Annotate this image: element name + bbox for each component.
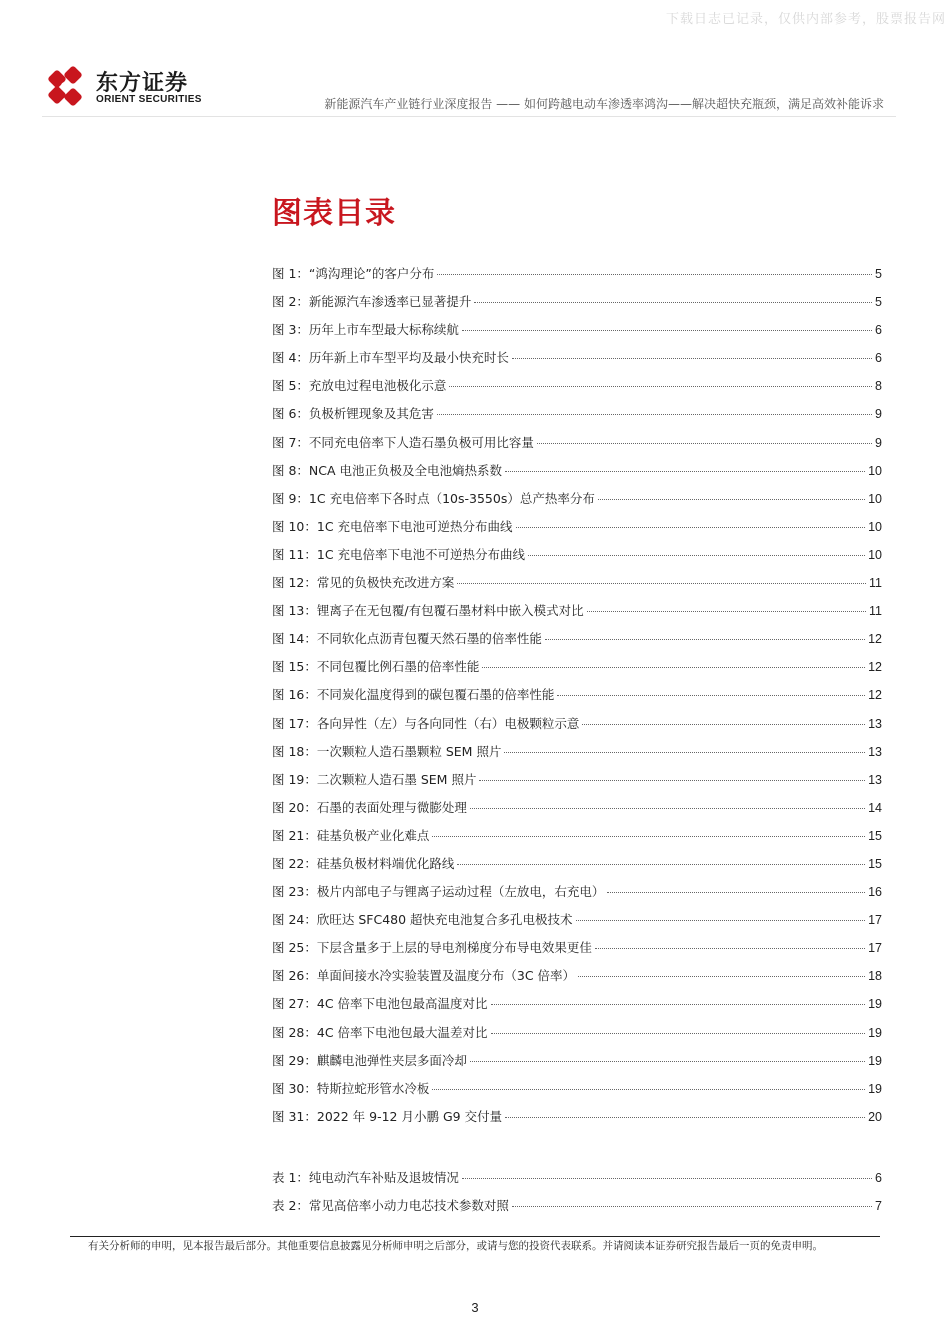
figure-entry[interactable] (272, 489, 882, 517)
figure-entry-page: 13 (868, 772, 882, 787)
dot-leader (491, 1032, 866, 1034)
figure-entry-label: 图 24：欣旺达 SFC480 超快充电池复合多孔电极技术 (272, 912, 573, 928)
page-title: 图表目录 (272, 196, 396, 231)
figure-entry-label: 图 13：锂离子在无包覆/有包覆石墨材料中嵌入模式对比 (272, 603, 584, 619)
figure-entry[interactable] (272, 292, 882, 320)
figure-entry-label: 图 10：1C 充电倍率下电池可逆热分布曲线 (272, 518, 513, 534)
figure-entry-label: 图 16：不同炭化温度得到的碳包覆石墨的倍率性能 (272, 687, 555, 703)
table-entry-label: 表 2：常见高倍率小动力电芯技术参数对照 (272, 1198, 509, 1214)
figure-entry-page: 17 (868, 913, 882, 928)
dot-leader (576, 919, 866, 921)
figure-entry[interactable] (272, 264, 882, 292)
figure-entry-label: 图 2：新能源汽车渗透率已显著提升 (272, 294, 472, 310)
figure-entry-page: 16 (868, 885, 882, 900)
dot-leader (512, 357, 872, 359)
figure-entry[interactable] (272, 1051, 882, 1079)
table-entry[interactable] (272, 1196, 882, 1224)
logo-name-cn: 东方证券 (96, 71, 189, 96)
figure-entry[interactable] (272, 461, 882, 489)
figure-entry-label: 图 18：一次颗粒人造石墨颗粒 SEM 照片 (272, 743, 502, 759)
figure-entry-page: 5 (875, 295, 882, 310)
figure-entry[interactable] (272, 882, 882, 910)
dot-leader (505, 1116, 865, 1118)
figure-entry[interactable] (272, 966, 882, 994)
figure-entry[interactable] (272, 629, 882, 657)
figure-entry-page: 9 (875, 435, 882, 450)
figure-entry-page: 18 (868, 969, 882, 984)
dot-leader (505, 470, 865, 472)
figure-entry-label: 图 28：4C 倍率下电池包最大温差对比 (272, 1024, 488, 1040)
figure-entry[interactable] (272, 826, 882, 854)
figure-entry[interactable] (272, 433, 882, 461)
figure-entry-label: 图 14：不同软化点沥青包覆天然石墨的倍率性能 (272, 631, 542, 647)
figure-entry[interactable] (272, 573, 882, 601)
figure-entry[interactable] (272, 376, 882, 404)
figure-entry-page: 8 (875, 379, 882, 394)
figure-entry-page: 19 (868, 1025, 882, 1040)
figure-entry[interactable] (272, 320, 882, 348)
figure-entry-page: 11 (869, 604, 882, 619)
dot-leader (512, 1205, 872, 1207)
dot-leader (457, 582, 866, 584)
figure-entry[interactable] (272, 545, 882, 573)
figure-entry[interactable] (272, 404, 882, 432)
dot-leader (437, 273, 872, 275)
figure-entry-page: 10 (868, 463, 882, 478)
dot-leader (595, 947, 865, 949)
table-entry-page: 6 (875, 1171, 882, 1185)
figure-entry-page: 10 (868, 519, 882, 534)
figure-entry-page: 6 (875, 351, 882, 366)
figure-entry[interactable] (272, 742, 882, 770)
figure-entry-page: 17 (868, 941, 882, 956)
dot-leader (449, 385, 872, 387)
table-entry[interactable] (272, 1168, 882, 1196)
figure-entry[interactable] (272, 517, 882, 545)
figure-entry[interactable] (272, 798, 882, 826)
dot-leader (462, 1177, 872, 1179)
header-divider (42, 116, 896, 117)
logo-name-en: ORIENT SECURITIES (96, 94, 202, 105)
disclaimer-text: 有关分析师的申明，见本报告最后部分。其他重要信息披露见分析师申明之后部分，或请与您的投资代表联系。并请阅读本证券研究报告最后一页的免责申明。 (88, 1240, 823, 1252)
figure-entry-label: 图 8：NCA 电池正负极及全电池熵热系数 (272, 462, 503, 478)
dot-leader (432, 1088, 865, 1090)
figure-entry-page: 9 (875, 407, 882, 422)
figure-entry[interactable] (272, 1107, 882, 1135)
figure-entry-page: 12 (868, 688, 882, 703)
dot-leader (432, 835, 865, 837)
figure-entry-page: 15 (868, 856, 882, 871)
figure-entry[interactable] (272, 854, 882, 882)
figure-entry-label: 图 29：麒麟电池弹性夹层多面冷却 (272, 1052, 467, 1068)
dot-leader (474, 301, 872, 303)
figure-entry-page: 15 (868, 828, 882, 843)
figure-entry-page: 19 (868, 1053, 882, 1068)
figure-entry-page: 12 (868, 660, 882, 675)
figure-entry-page: 13 (868, 744, 882, 759)
logo-mark-icon (44, 66, 88, 108)
dot-leader (516, 526, 866, 528)
figure-entry[interactable] (272, 657, 882, 685)
figure-entry-page: 10 (868, 547, 882, 562)
figure-entry-page: 10 (868, 491, 882, 506)
page-number: 3 (471, 1300, 479, 1315)
dot-leader (598, 498, 865, 500)
dot-leader (470, 1060, 865, 1062)
footer-divider (70, 1236, 880, 1237)
dot-leader (587, 610, 866, 612)
dot-leader (545, 638, 865, 640)
figure-entry-page: 13 (868, 716, 882, 731)
figure-entry-label: 图 4：历年新上市车型平均及最小快充时长 (272, 350, 509, 366)
figure-entry-label: 图 25：下层含量多于上层的导电剂梯度分布导电效果更佳 (272, 940, 592, 956)
figure-entry[interactable] (272, 685, 882, 713)
figure-entry-label: 图 5：充放电过程电池极化示意 (272, 378, 447, 394)
figure-entry-label: 图 21：硅基负极产业化难点 (272, 827, 430, 843)
table-list (272, 1168, 882, 1224)
dot-leader (578, 975, 865, 977)
dot-leader (504, 751, 865, 753)
figure-entry[interactable] (272, 348, 882, 376)
dot-leader (470, 807, 865, 809)
figure-entry-label: 图 3：历年上市车型最大标称续航 (272, 322, 459, 338)
figure-entry-label: 图 31：2022 年 9-12 月小鹏 G9 交付量 (272, 1108, 503, 1124)
figure-entry-label: 图 17：各向异性（左）与各向同性（右）电极颗粒示意 (272, 715, 580, 731)
figure-entry-label: 图 30：特斯拉蛇形管水冷板 (272, 1080, 430, 1096)
figure-entry-label: 图 26：单面间接水冷实验装置及温度分布（3C 倍率） (272, 968, 576, 984)
dot-leader (491, 1003, 866, 1005)
dot-leader (479, 779, 865, 781)
figure-entry[interactable] (272, 1023, 882, 1051)
figure-entry-label: 图 11：1C 充电倍率下电池不可逆热分布曲线 (272, 546, 526, 562)
figure-entry-label: 图 27：4C 倍率下电池包最高温度对比 (272, 996, 488, 1012)
figure-entry[interactable] (272, 1079, 882, 1107)
figure-entry[interactable] (272, 714, 882, 742)
figure-entry-label: 图 19：二次颗粒人造石墨 SEM 照片 (272, 771, 477, 787)
figure-entry-page: 19 (868, 1081, 882, 1096)
figure-entry[interactable] (272, 994, 882, 1022)
figure-entry-label: 图 15：不同包覆比例石墨的倍率性能 (272, 659, 480, 675)
report-title: 新能源汽车产业链行业深度报告 —— 如何跨越电动车渗透率鸿沟——解决超快充瓶颈，满足高效补能诉求 (324, 97, 884, 111)
figure-entry-page: 6 (875, 323, 882, 338)
dot-leader (462, 329, 872, 331)
figure-entry-label: 图 1：“鸿沟理论”的客户分布 (272, 266, 435, 281)
figure-entry[interactable] (272, 910, 882, 938)
table-entry-label: 表 1：纯电动汽车补贴及退坡情况 (272, 1170, 459, 1185)
figure-entry[interactable] (272, 601, 882, 629)
dot-leader (457, 863, 865, 865)
dot-leader (607, 891, 865, 893)
figure-entry-label: 图 22：硅基负极材料端优化路线 (272, 855, 455, 871)
dot-leader (482, 666, 865, 668)
dot-leader (437, 413, 872, 415)
figure-entry-page: 11 (869, 576, 882, 591)
dot-leader (528, 554, 865, 556)
figure-entry-page: 5 (875, 267, 882, 281)
table-entry-page: 7 (875, 1199, 882, 1214)
company-logo (44, 66, 204, 108)
figure-entry[interactable] (272, 938, 882, 966)
figure-entry-label: 图 20：石墨的表面处理与微膨处理 (272, 799, 467, 815)
figure-entry-label: 图 7：不同充电倍率下人造石墨负极可用比容量 (272, 434, 534, 450)
dot-leader (582, 723, 865, 725)
figure-entry-label: 图 12：常见的负极快充改进方案 (272, 575, 455, 591)
figure-entry-page: 14 (868, 800, 882, 815)
figure-entry-page: 12 (868, 632, 882, 647)
figure-entry-label: 图 6：负极析锂现象及其危害 (272, 406, 434, 422)
figure-list (272, 264, 882, 1135)
figure-entry-page: 19 (868, 997, 882, 1012)
dot-leader (557, 694, 865, 696)
watermark-text: 下载日志已记录，仅供内部参考，股票报告网 (665, 12, 946, 27)
figure-entry-page: 20 (868, 1109, 882, 1124)
figure-entry-label: 图 23：极片内部电子与锂离子运动过程（左放电，右充电） (272, 884, 605, 900)
figure-entry-label: 图 9：1C 充电倍率下各时点（10s-3550s）总产热率分布 (272, 490, 595, 506)
dot-leader (537, 442, 872, 444)
figure-entry[interactable] (272, 770, 882, 798)
